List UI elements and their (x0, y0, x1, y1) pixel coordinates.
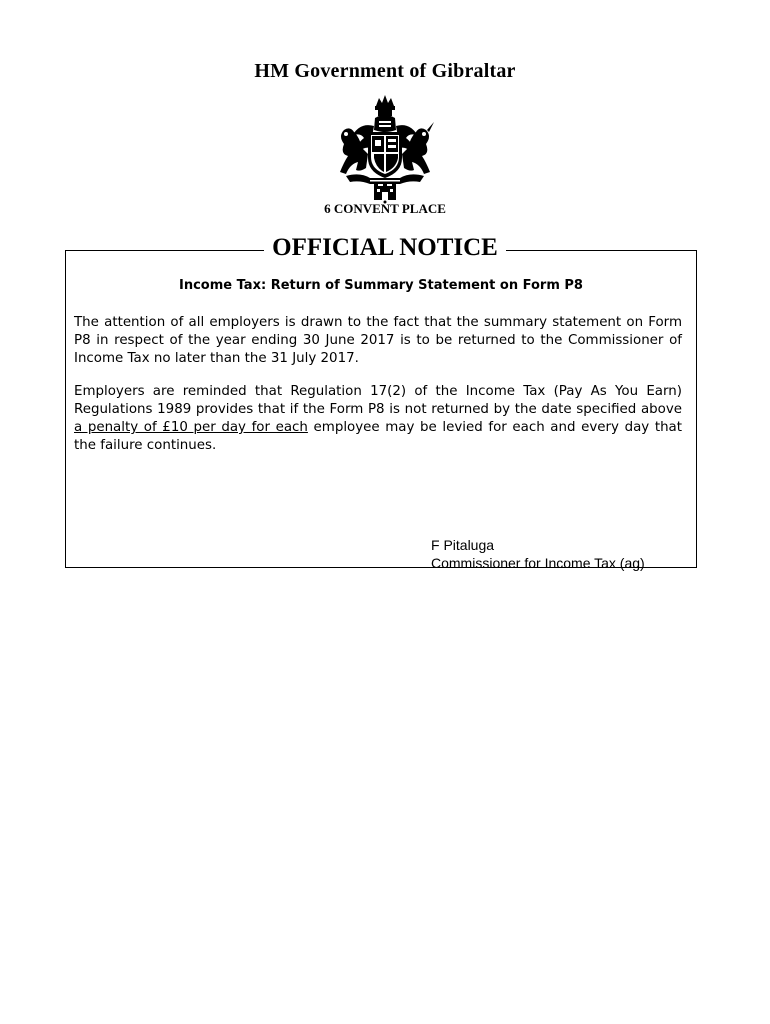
paragraph-2-start: Employers are reminded that Regulation 17(2) of the Income Tax (Pay As You Earn) Regulations 1989 provides that if the Form P8 is not returned by the date specified above (74, 384, 682, 417)
signature-block (431, 536, 645, 572)
signatory-title: Commissioner for Income Tax (ag) (431, 555, 645, 571)
notice-paragraph-2 (74, 383, 682, 455)
signatory-name: F Pitaluga (431, 537, 495, 553)
penalty-text: a penalty of £10 per day for each (74, 420, 308, 435)
paragraph-2-end: employee may be levied for each and every day that the failure continues. (74, 420, 683, 453)
notice-paragraph-1: The attention of all employers is drawn to the fact that the summary statement on Form P8 in respect of the year ending 30 June 2017 is to be returned to the Commissioner of Income Tax no later than the 31 July 2017. (74, 315, 682, 366)
notice-subject: Income Tax: Return of Summary Statement on Form P8 (179, 278, 583, 293)
notice-heading: OFFICIAL NOTICE (264, 232, 506, 264)
address-line: 6 CONVENT PLACE (324, 201, 446, 216)
coat-of-arms-crest (330, 92, 440, 204)
government-title: HM Government of Gibraltar (254, 60, 516, 82)
